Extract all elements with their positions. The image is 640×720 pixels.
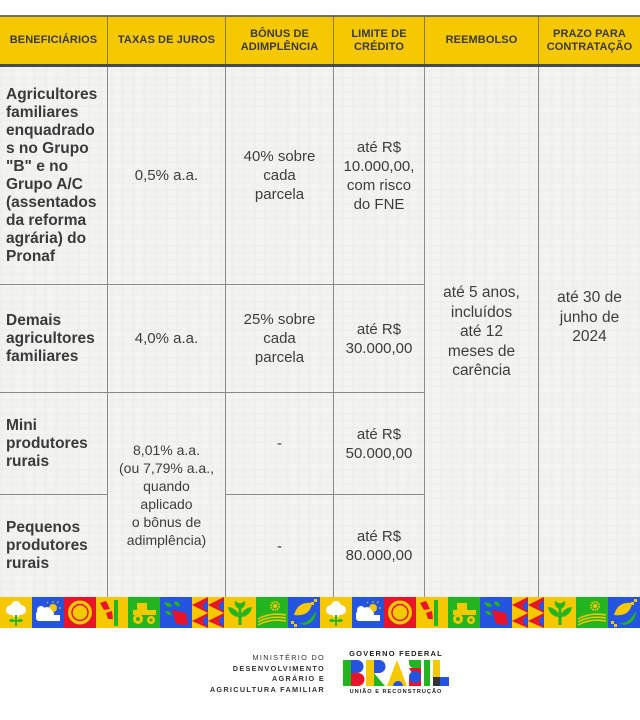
leaves-icon	[480, 597, 512, 628]
ministry-line: AGRICULTURA FAMILIAR	[209, 684, 325, 694]
text-line: aplicado	[140, 496, 193, 512]
sprout-icon	[544, 597, 576, 628]
circle-sun-icon	[64, 597, 96, 628]
text-line: carência	[452, 362, 511, 380]
sun-field-icon	[256, 597, 288, 628]
text-line: 10.000,00,	[343, 157, 415, 175]
text-line: cada	[263, 167, 296, 184]
tractor-icon	[448, 597, 480, 628]
text-line: da reforma	[6, 211, 87, 229]
zigzag-icon	[192, 597, 208, 628]
text-line: adimplência)	[126, 532, 207, 548]
text-line: s no Grupo	[6, 139, 89, 157]
text-line: enquadrado	[6, 121, 95, 139]
text-line: Grupo A/C	[6, 175, 83, 193]
ministry-line: DESENVOLVIMENTO	[232, 663, 325, 673]
text-line: Agricultores	[6, 85, 98, 103]
text-line: até 30 de	[557, 289, 622, 306]
gov-subtitle: UNIÃO E RECONSTRUÇÃO	[349, 689, 443, 695]
header-label-line: ADIMPLÊNCIA	[240, 40, 319, 53]
table-header	[0, 15, 640, 67]
text-line: do FNE	[353, 195, 405, 213]
text-line: junho de	[559, 308, 620, 326]
row4-bonus	[226, 495, 333, 597]
text-line: até 5 anos,	[443, 284, 520, 302]
leaf-stem-icon	[416, 597, 448, 628]
prazo-value	[539, 67, 640, 597]
governo-federal-logo	[340, 649, 452, 695]
header-label-line: CRÉDITO	[353, 40, 404, 53]
cloud-sun-icon	[352, 597, 384, 628]
decorative-icon-band	[0, 597, 640, 628]
row3-limite	[334, 393, 424, 494]
header-label: REEMBOLSO	[445, 34, 518, 46]
text-line: até R$	[356, 320, 402, 338]
text-line: cada	[263, 330, 296, 347]
row2-limite	[334, 285, 424, 392]
text-line: quando	[143, 478, 190, 494]
text-line: 25% sobre	[243, 311, 316, 328]
row1-bonus	[226, 67, 333, 284]
text-line: familiares	[6, 103, 79, 121]
sprout-icon	[224, 597, 256, 628]
header-label: BENEFICIÁRIOS	[9, 34, 98, 46]
header-bonus-de-adimplencia	[226, 17, 334, 64]
text-line: 80.000,00	[345, 547, 413, 564]
corn-icon	[288, 597, 320, 628]
row3-beneficiario	[0, 393, 107, 494]
zigzag-icon	[528, 597, 544, 628]
header-label-line: PRAZO PARA	[553, 27, 626, 40]
text-line: parcela	[254, 186, 305, 203]
text-line: 2024	[572, 328, 607, 345]
text-line: até R$	[356, 425, 402, 443]
header-label: TAXAS DE JUROS	[117, 34, 216, 46]
header-beneficiarios	[0, 17, 108, 64]
header-label-line: CONTRATAÇÃO	[546, 40, 633, 53]
text-line: parcela	[254, 349, 305, 366]
rate-value: 4,0% a.a.	[134, 330, 199, 347]
row1-beneficiario	[0, 67, 107, 284]
text-line: 50.000,00	[345, 444, 413, 462]
row3-4-taxa	[108, 393, 225, 597]
row1-limite	[334, 67, 424, 284]
header-limite-de-credito	[334, 17, 425, 64]
text-line: incluídos	[450, 303, 513, 321]
ministry-line: AGRÁRIO E	[271, 674, 325, 683]
header-taxas-de-juros	[108, 17, 226, 64]
rate-value: 0,5% a.a.	[134, 167, 199, 184]
text-line: rurais	[6, 555, 50, 572]
footer	[0, 640, 640, 710]
corn-icon	[608, 597, 640, 628]
circle-sun-icon	[384, 597, 416, 628]
dash-value: -	[277, 435, 282, 452]
text-line: (ou 7,79% a.a.,	[119, 460, 214, 476]
row2-bonus	[226, 285, 333, 392]
brasil-wordmark-icon	[343, 660, 449, 686]
text-line: Mini	[6, 416, 37, 434]
tractor-icon	[128, 597, 160, 628]
text-line: até 12	[459, 323, 504, 341]
text-line: familiares	[6, 347, 79, 365]
header-label-line: LIMITE DE	[351, 27, 407, 40]
credit-conditions-table	[0, 15, 640, 597]
text-line: Pequenos	[6, 519, 81, 536]
row2-taxa	[108, 285, 225, 392]
dash-value: -	[277, 537, 282, 555]
gov-title: GOVERNO FEDERAL	[349, 649, 443, 658]
cotton-icon	[0, 597, 32, 628]
ministry-logo	[210, 653, 325, 695]
cloud-sun-icon	[32, 597, 64, 628]
header-prazo-para-contratacao	[539, 17, 640, 64]
text-line: agricultores	[6, 329, 95, 347]
text-line: produtores	[6, 434, 88, 452]
text-line: produtores	[6, 537, 88, 554]
row4-beneficiario	[0, 495, 107, 597]
text-line: até R$	[356, 528, 402, 545]
text-line: Pronaf	[6, 247, 56, 265]
sun-field-icon	[576, 597, 608, 628]
text-line: Demais	[6, 311, 62, 329]
cotton-icon	[320, 597, 352, 628]
text-line: até R$	[356, 138, 402, 156]
header-reembolso	[425, 17, 539, 64]
row2-beneficiario	[0, 285, 107, 392]
text-line: 8,01% a.a.	[133, 442, 200, 458]
top-margin	[0, 0, 640, 15]
zigzag-icon	[208, 597, 224, 628]
text-line: agrária) do	[6, 229, 87, 247]
zigzag-icon	[512, 597, 528, 628]
row3-bonus	[226, 393, 333, 494]
text-line: (assentados	[6, 193, 97, 211]
text-line: meses de	[447, 342, 516, 360]
text-line: 40% sobre	[243, 148, 316, 165]
text-line: com risco	[346, 176, 412, 194]
text-line: "B" e no	[6, 157, 69, 175]
reembolso-value	[425, 67, 538, 597]
header-label-line: BÔNUS DE	[250, 27, 309, 40]
text-line: 30.000,00	[345, 339, 413, 357]
text-line: rurais	[6, 452, 50, 470]
leaf-stem-icon	[96, 597, 128, 628]
text-line: o bônus de	[131, 514, 202, 530]
leaves-icon	[160, 597, 192, 628]
row1-taxa	[108, 67, 225, 284]
row4-limite	[334, 495, 424, 597]
ministry-line: MINISTÉRIO DO	[252, 653, 325, 662]
